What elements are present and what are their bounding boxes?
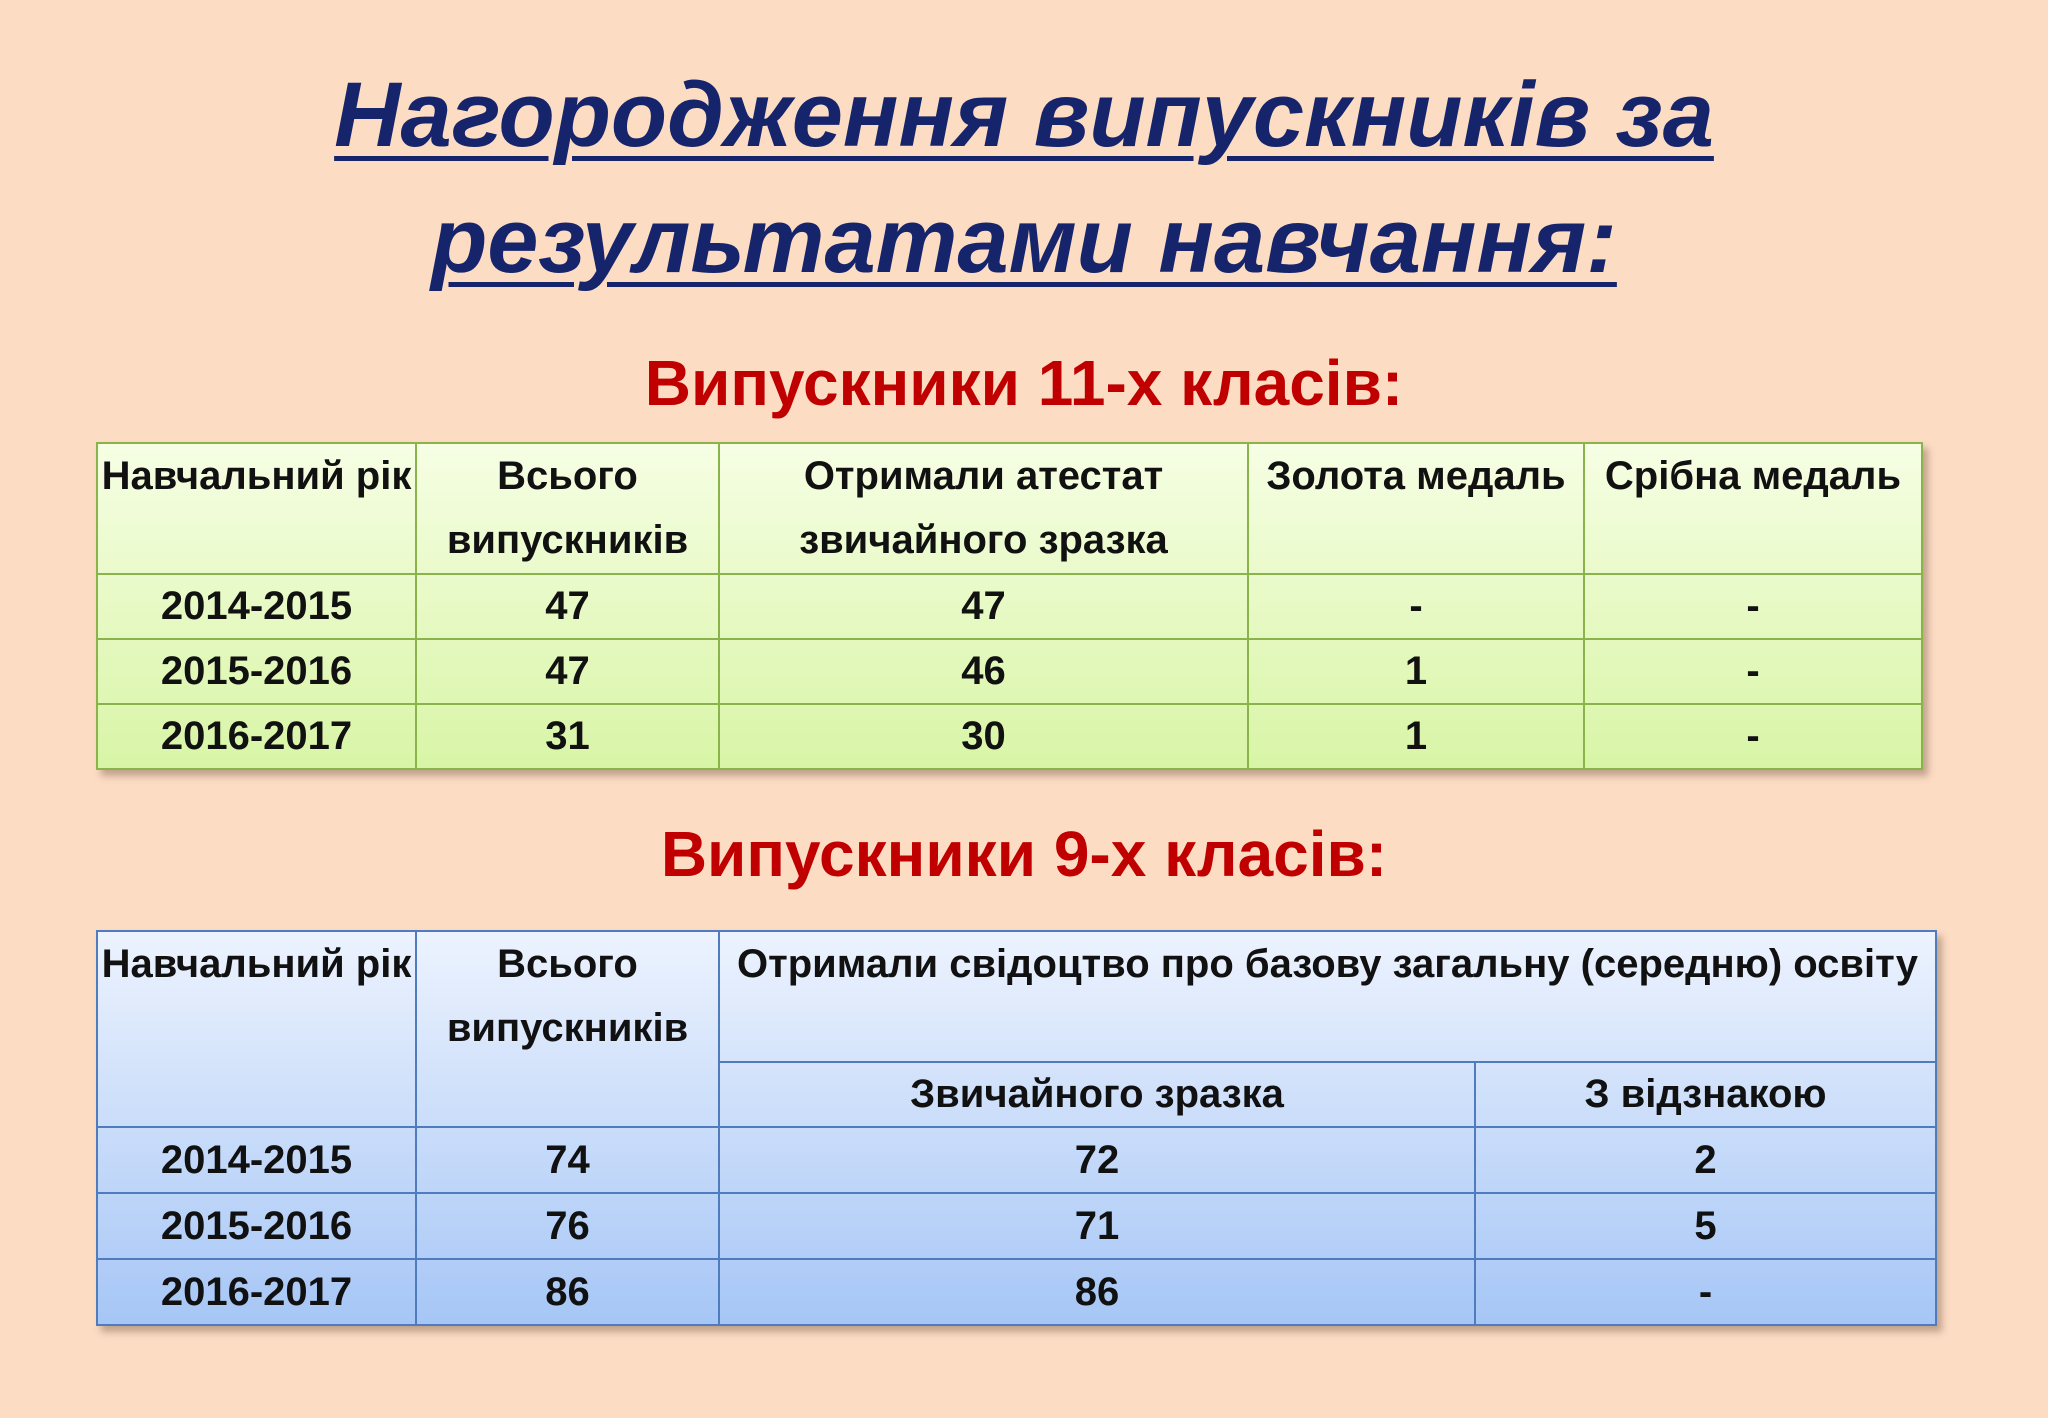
header-cell-year: Навчальний рік <box>97 931 416 1127</box>
table-header-row <box>97 443 1922 574</box>
table-cell: 47 <box>719 574 1248 639</box>
title-line-1: Нагородження випускників за <box>334 64 1714 166</box>
table-cell: - <box>1584 704 1922 769</box>
header-cell-silver-medal: Срібна медаль <box>1584 443 1922 574</box>
table-cell: 47 <box>416 574 719 639</box>
table-cell: 76 <box>416 1193 719 1259</box>
header-cell-total: Всього випускників <box>416 443 719 574</box>
table-header-row <box>97 931 1936 1062</box>
table-cell: - <box>1584 574 1922 639</box>
table-cell: 2 <box>1475 1127 1936 1193</box>
table-cell: 72 <box>719 1127 1475 1193</box>
table-cell: 2015-2016 <box>97 639 416 704</box>
table-row <box>97 639 1922 704</box>
table-cell: 86 <box>719 1259 1475 1325</box>
table-cell: 5 <box>1475 1193 1936 1259</box>
table-cell: 86 <box>416 1259 719 1325</box>
table-cell: 71 <box>719 1193 1475 1259</box>
table-row <box>97 574 1922 639</box>
header-cell-honors: З відзнакою <box>1475 1062 1936 1127</box>
header-cell-total: Всього випускників <box>416 931 719 1127</box>
header-cell-certificate: Отримали атестат звичайного зразка <box>719 443 1248 574</box>
section-11-heading: Випускники 11-х класів: <box>644 347 1404 419</box>
header-cell-certificate-group: Отримали свідоцтво про базову загальну (середню) освіту <box>719 931 1936 1062</box>
table-cell: 31 <box>416 704 719 769</box>
table-cell: - <box>1584 639 1922 704</box>
table-cell: 2016-2017 <box>97 704 416 769</box>
header-cell-regular: Звичайного зразка <box>719 1062 1475 1127</box>
table-cell: 2014-2015 <box>97 574 416 639</box>
table-row <box>97 704 1922 769</box>
table-row <box>97 1259 1936 1325</box>
table-row <box>97 1193 1936 1259</box>
table-cell: 47 <box>416 639 719 704</box>
table-grade-11 <box>96 442 1923 770</box>
section-9-heading: Випускники 9-х класів: <box>660 818 1388 890</box>
table-cell: - <box>1475 1259 1936 1325</box>
table-cell: 1 <box>1248 704 1584 769</box>
title-line-2: результатами навчання: <box>431 190 1617 292</box>
table-cell: 2016-2017 <box>97 1259 416 1325</box>
header-cell-gold-medal: Золота медаль <box>1248 443 1584 574</box>
table-cell: 2015-2016 <box>97 1193 416 1259</box>
header-cell-year: Навчальний рік <box>97 443 416 574</box>
table-row <box>97 1127 1936 1193</box>
table-cell: 74 <box>416 1127 719 1193</box>
table-grade-9 <box>96 930 1937 1326</box>
page-title <box>0 52 2048 304</box>
table-cell: - <box>1248 574 1584 639</box>
table-cell: 2014-2015 <box>97 1127 416 1193</box>
table-cell: 30 <box>719 704 1248 769</box>
table-cell: 46 <box>719 639 1248 704</box>
table-cell: 1 <box>1248 639 1584 704</box>
